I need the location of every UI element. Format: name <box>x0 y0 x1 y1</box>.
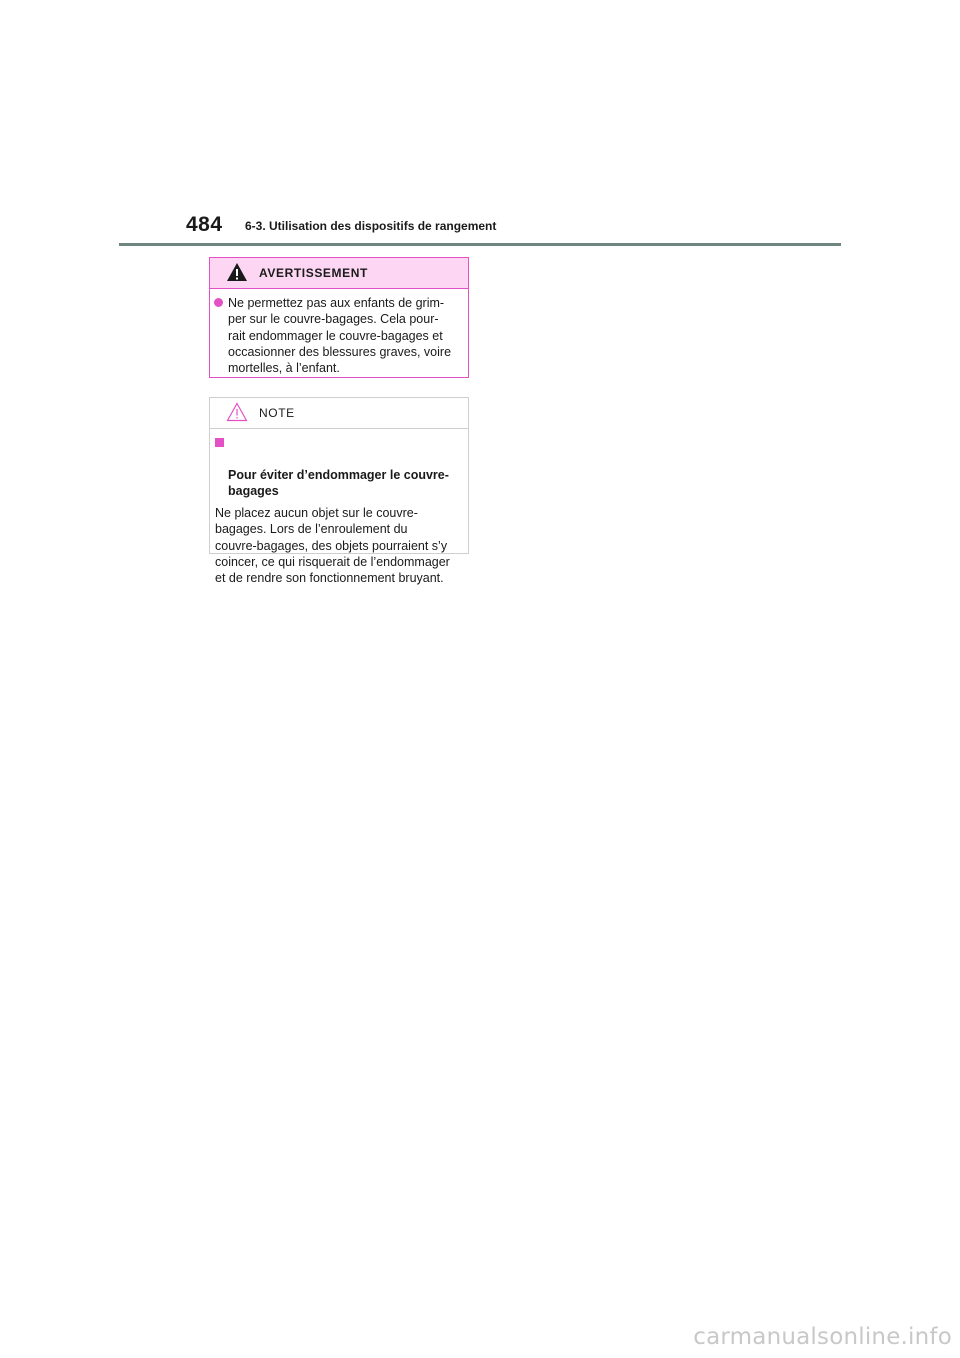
square-bullet-icon <box>215 438 224 447</box>
warning-header <box>210 258 468 289</box>
note-box <box>209 397 469 586</box>
watermark: carmanualsonline.info <box>693 1324 952 1350</box>
page-number: 484 <box>186 213 223 236</box>
note-subtitle-text: Pour éviter d’endommager le couvre- bagages <box>228 467 449 498</box>
warning-text: Ne permettez pas aux enfants de grim- per sur le couvre-bagages. Cela pour- rait endommager le couvre-bagages et occasionner des blessures graves, voire mortelles, à l’enfant. <box>228 296 452 376</box>
section-title: 6-3. Utilisation des dispositifs de rangement <box>245 219 497 233</box>
note-header <box>210 398 468 429</box>
bullet-dot-icon <box>214 298 223 307</box>
note-body <box>210 429 468 587</box>
warning-body <box>210 289 468 376</box>
header-divider <box>119 243 841 246</box>
warning-triangle-icon <box>226 262 248 282</box>
note-subtitle <box>215 434 462 499</box>
warning-title: AVERTISSEMENT <box>259 266 368 280</box>
warning-box <box>209 257 469 378</box>
note-title: NOTE <box>259 406 295 420</box>
caution-triangle-icon <box>226 402 248 422</box>
note-text: Ne placez aucun objet sur le couvre- bagages. Lors de l’enroulement du couvre-bagages, des objets pourraient s’y coincer, ce qui risquerait de l’endommager et de rendre son fonctionnement bruyant. <box>215 506 450 586</box>
